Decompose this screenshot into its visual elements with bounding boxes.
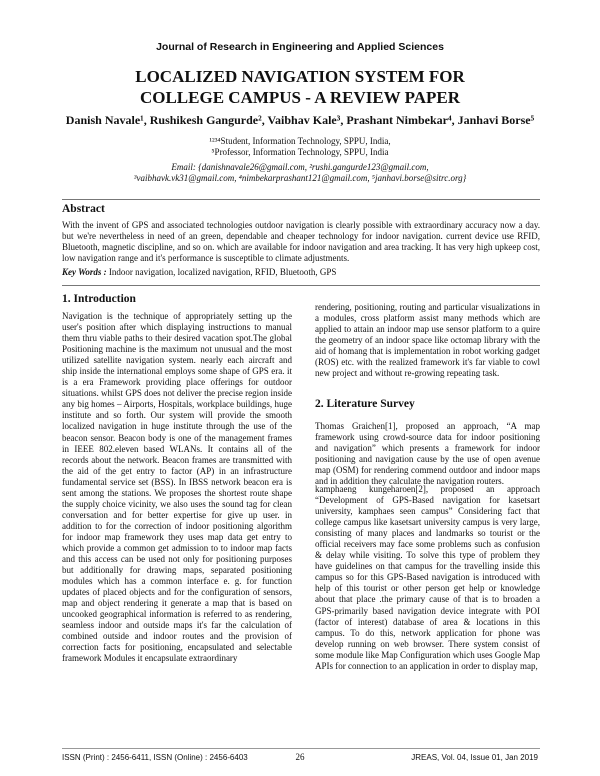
affiliation-students: ¹²³⁴Student, Information Technology, SPPU, India, <box>209 136 391 146</box>
footer-volume: JREAS, Vol. 04, Issue 01, Jan 2019 <box>411 753 538 762</box>
affiliations <box>0 136 600 158</box>
keywords-list: Indoor navigation, localized navigation, RFID, Bluetooth, GPS <box>108 267 337 277</box>
journal-header: Journal of Research in Engineering and Applied Sciences <box>156 41 444 53</box>
abstract-bottom-divider <box>62 285 540 286</box>
introduction-heading: 1. Introduction <box>62 293 136 305</box>
author-list: Danish Navale¹, Rushikesh Gangurde², Vaibhav Kale³, Prashant Nimbekar⁴, Janhavi Borse⁵ <box>65 113 535 127</box>
keywords <box>62 267 540 277</box>
email-line2: ³vaibhavk.vk31@gmail.com, ⁴nimbekarprashant121@gmail.com, ⁵janhavi.borse@sitrc.org} <box>133 173 467 183</box>
page-number: 26 <box>295 752 305 762</box>
abstract-top-divider <box>62 199 540 200</box>
abstract-text: With the invent of GPS and associated technologies outdoor navigation is clearly possible with extraordinary accuracy now a day. but we're nevertheless in need of an green, dependable and cheaper technology for indoor navigation. current device use RFID, Bluetooth, magnetic discipline, and so on. which are available for indoor navigation and area tracking. It has very high upkeep cost, low navigation range and it's performance is susceptible to climate adjustments. <box>62 220 540 263</box>
literature-paragraph-1: Thomas Graichen[1], proposed an approach, “A map framework using crowd-source data for indoor positioning and navigation” which presents a framework for indoor positioning and navigation cause by the use of open avenue map (OSM) for rendering commend outdoor and indoor maps and in addition they calculate the navigation routers. <box>315 421 540 487</box>
literature-survey-heading: 2. Literature Survey <box>315 398 415 410</box>
paper-title-line2: COLLEGE CAMPUS - A REVIEW PAPER <box>139 88 461 107</box>
affiliation-professor: ⁵Professor, Information Technology, SPPU, India <box>211 147 389 157</box>
paper-title <box>0 66 600 108</box>
email-line1: Email: {danishnavale26@gmail.com, ²rushi.gangurde123@gmail.com, <box>171 162 429 172</box>
introduction-continuation: rendering, positioning, routing and particular visualizations in a modules, cross platform assist many methods which are applied to attain an indoor map use sensor platform to a quire the geometry of an indoor space like octomap library with the aid of homang that is implementation in robot working gadget (ROS) etc. with the realized framework it's far viable to cowl new project and without re-growing repeating task. <box>315 302 540 379</box>
literature-paragraph-2: kamphaeng kungeharoen[2], proposed an approach “Development of GPS-Based navigation for kasetsart university, kamphaes seen campus” Considering fact that college campus like kasetsart university campus is very large, consisting of many places and landmarks so tourist or the official receivers may face some problems such as confusion & delay while visiting. To solve this type of problem they have guidelines on that campus for the travelling inside this campus so for this GPS-Based navigation is introduced with help of this tourist or other person get help or knowledge about that place .the primary cause of that is to broaden a GPS-primarily based navigation device integrate with POI (factor of interest) database of area & locations in this campus. To do this, network application for phone was develop running on web browser. There system consist of some module like Map Configuration which uses Google Map APIs for connection to an application in order to display map, <box>315 484 540 671</box>
keywords-label: Key Words : <box>62 267 107 277</box>
author-emails <box>0 162 600 184</box>
introduction-text: Navigation is the technique of appropriately setting up the user's position after which displaying instructions to manual them thru viable paths to their desired vacation spot.The global Positioning machine is the maximum not unusual and the most utilized satellite navigation system. nearly each aircraft and ship inside the international employs some shape of GPS era. it is a era Framework providing place offerings for outdoor situations. whilst GPS does not deliver the precise region inside any big homes – Airports, Hospitals, workplace buildings, huge institute and so forth. Our system will provide the smooth localized navigation in huge institute through the use of the beacon sensor. Beacon body is one of the management frames in IEEE 802.eleven based WLANs. It contains all of the records about the network. Beacon frames are transmitted with the aid of the get entry to factor (AP) in an infrastructure fundamental service set (BSS). In IBSS network beacon era is sent among the stations. We proposes the shortest route shape the supply choice vicinity, we also uses the sound tag for clean conversation and for better expertise for give up user. in addition to for the correction of indoor positioning algorithm for indoor map framework they uses map data get entry to which provide a common get admission to to indoor map facts and this access can be used not only for positioning purposes but additionally for drawing maps, separated positioning modules which has a common interface e. g. for function updates of placed objects and for the configuration of sensors, map and object rendering it generate a map that is based on uncooked geographical information is referred to as rendering, seamless indoor and outside maps it's far the calculation of combined outside and indoor routes and the provision of correction facts for positioning, encapsulated and selectable framework Modules it encapsulate extraordinary <box>62 311 292 664</box>
paper-title-line1: LOCALIZED NAVIGATION SYSTEM FOR <box>135 67 465 86</box>
footer-issn: ISSN (Print) : 2456-6411, ISSN (Online) : 2456-6403 <box>62 753 248 762</box>
footer-divider <box>62 748 540 749</box>
abstract-heading: Abstract <box>62 203 105 215</box>
